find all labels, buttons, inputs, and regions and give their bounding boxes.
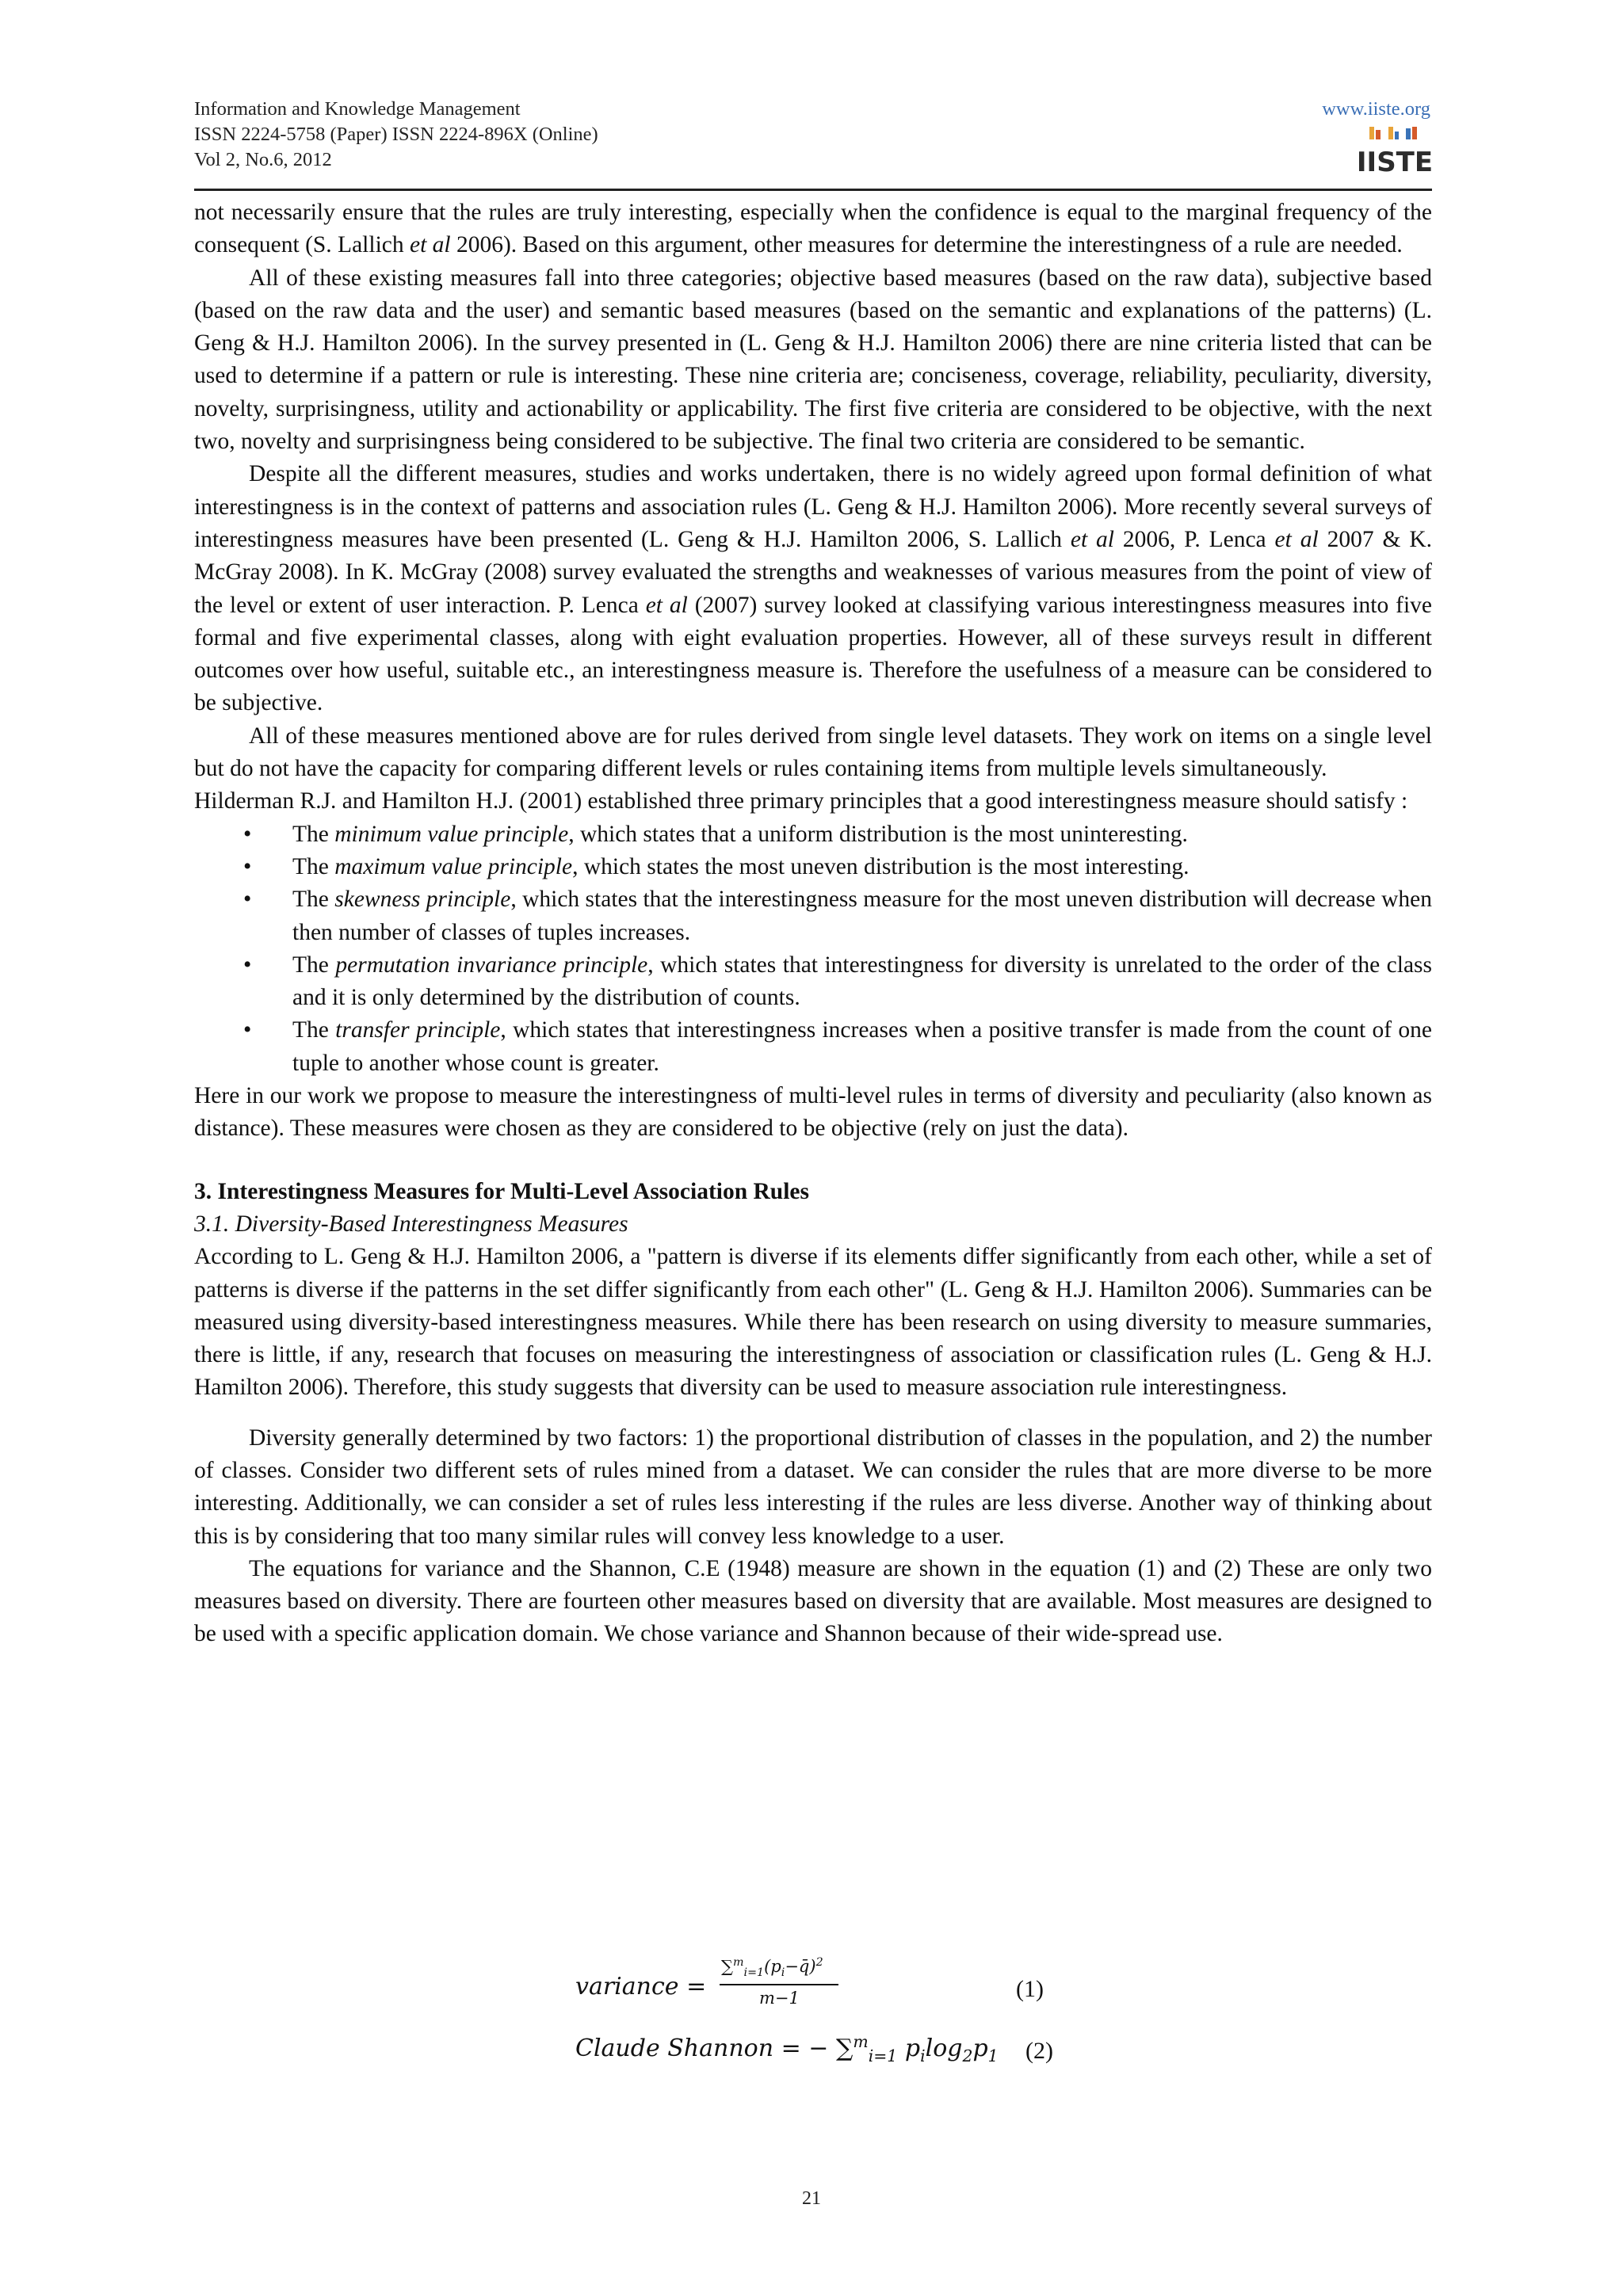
list-item: • The skewness principle, which states that the interestingness measure for the most uneven distribution will decrease when then number of classes of tuples increases. <box>243 887 1433 945</box>
list-item: • The minimum value principle, which states that a uniform distribution is the most uninteresting. <box>243 821 1188 847</box>
paragraph-6: Here in our work we propose to measure the interestingness of multi-level rules in terms of diversity and peculiarity (also known as distance). These measures were chosen as they are considered to be objective (rely on just the data). <box>194 1083 1432 1142</box>
journal-name: Information and Knowledge Management <box>194 98 521 120</box>
paragraph-9: The equations for variance and the Shannon, C.E (1948) measure are shown in the equation (1) and (2) These are only two measures based on diversity. There are fourteen other measures based on diversity that are available. Most measures are designed to be used with a specific application domain. We chose variance and Shannon because of their wide-spread use. <box>194 1555 1432 1647</box>
fraction-bar <box>720 1984 838 1985</box>
page-number: 21 <box>802 2188 821 2209</box>
logo-text: IISTE <box>1356 147 1434 178</box>
list-item: • The permutation invariance principle, which states that interestingness for diversity is unrelated to the order of the class and it is only determined by the distribution of counts. <box>243 952 1433 1011</box>
paragraph-1: not necessarily ensure that the rules are truly interesting, especially when the confidence is equal to the marginal frequency of the consequent (S. Lallich et al 2006). Based on this argument, other measures for determine the interestingness of a rule are needed. <box>194 200 1432 258</box>
iiste-logo-icon <box>1356 125 1434 178</box>
paragraph-8: Diversity generally determined by two factors: 1) the proportional distribution of classes in the population, and 2) the number of classes. Consider two different sets of rules mined from a dataset. We can consider the rules that are more diverse to be more interesting. Additionally, we can consider a set of rules less interesting if the rules are less diverse. Another way of thinking about this is by considering that too many similar rules will convey less knowledge to a user. <box>194 1425 1432 1549</box>
list-item: • The maximum value principle, which states the most uneven distribution is the most interesting. <box>243 853 1190 879</box>
journal-volume: Vol 2, No.6, 2012 <box>194 149 332 170</box>
paragraph-3: Despite all the different measures, studies and works undertaken, there is no widely agreed upon formal definition of what interestingness is in the context of patterns and association rules (L. Geng & H.J. Hamilton 2006). More recently several surveys of interestingness measures have been presented (L. Geng & H.J. Hamilton 2006, S. Lallich et al 2006, P. Lenca et al 2007 & K. McGray 2008). In K. McGray (2008) survey evaluated the strengths and weaknesses of various measures from the point of view of the level or extent of user interaction. P. Lenca et al (2007) survey looked at classifying various interestingness measures into five formal and five experimental classes, along with eight evaluation properties. However, all of these surveys result in different outcomes over how useful, suitable etc., an interestingness measure is. Therefore the usefulness of a measure can be considered to be subjective. <box>194 461 1432 716</box>
paragraph-7: According to L. Geng & H.J. Hamilton 2006, a "pattern is diverse if its elements differ significantly from each other, while a set of patterns is diverse if the patterns in the set differ significantly from each other" (L. Geng & H.J. Hamilton 2006). Summaries can be measured using diversity-based interestingness measures. While there has been research on using diversity to measure summaries, there is little, if any, research that focuses on measuring the interestingness of association or classification rules (L. Geng & H.J. Hamilton 2006). Therefore, this study suggests that diversity can be used to measure association rule interestingness. <box>194 1244 1432 1401</box>
equation-number-2: (2) <box>1025 2038 1053 2064</box>
paragraph-4: All of these measures mentioned above are for rules derived from single level datasets. They work on items on a single level but do not have the capacity for comparing different levels or rules containing items from multiple levels simultaneously. <box>194 723 1432 782</box>
equation-number-1: (1) <box>1016 1976 1044 2002</box>
principles-list <box>194 818 1432 1080</box>
paragraph-5: Hilderman R.J. and Hamilton H.J. (2001) established three primary principles that a good interestingness measure should satisfy : <box>194 788 1408 814</box>
subsection-heading-3-1: 3.1. Diversity-Based Interestingness Measures <box>194 1211 628 1237</box>
section-heading-3: 3. Interestingness Measures for Multi-Level Association Rules <box>194 1178 809 1204</box>
journal-url-link[interactable]: www.iiste.org <box>1322 98 1430 120</box>
paper-body <box>194 196 1432 1651</box>
journal-issn: ISSN 2224-5758 (Paper) ISSN 2224-896X (Online) <box>194 124 598 145</box>
paragraph-2: All of these existing measures fall into three categories; objective based measures (based on the raw data), subjective based (based on the raw data and the user) and semantic based measures (based on the semantic and explanations of the patterns) (L. Geng & H.J. Hamilton 2006). In the survey presented in (L. Geng & H.J. Hamilton 2006) there are nine criteria listed that can be used to determine if a pattern or rule is interesting. These nine criteria are; conciseness, coverage, reliability, peculiarity, diversity, novelty, surprisingness, utility and actionability or applicability. The first five criteria are considered to be objective, with the next two, novelty and surprisingness being considered to be subjective. The final two criteria are considered to be semantic. <box>194 265 1432 455</box>
journal-header <box>194 97 598 173</box>
list-item: • The transfer principle, which states that interestingness increases when a positive transfer is made from the count of one tuple to another whose count is greater. <box>243 1017 1432 1076</box>
header-rule <box>194 189 1432 191</box>
paper-page: Information and Knowledge Management ISSN 2224-5758 (Paper) ISSN 2224-896X (Online) Vol 2, No.6, 2012 www.iiste.org IISTE not necessarily ensure that the rules are truly interesting, especially when the confidence is equal to the marginal frequency of the consequent (S. Lallich et al 2006). Based on this argument, other measures for determine the interestingness of a rule are needed. All of these existing measures fall into three categories; objective based measures (based on the raw data), subjective based (based on the raw data and the user) and semantic based measures (based on the semantic and explanations of the patterns) (L. Geng & H.J. Hamilton 2006). In the survey presented in (L. Geng & H.J. Hamilton 2006) there are nine criteria listed that can be used to determine if a pattern or rule is interesting. These nine criteria are; conciseness, coverage, reliability, peculiarity, diversity, novelty, surprisingness, utility and actionability or applicability. The first five criteria are considered to be objective, with the next two, novelty and surprisingness being considered to be subjective. The final two criteria are considered to be semantic. Despite all the different measures, studies and works undertaken, there is no widely agreed upon formal definition of what interestingness is in the context of patterns and association rules (L. Geng & H.J. Hamilton 2006). More recently several surveys of interestingness measures have been presented (L. Geng & H.J. Hamilton 2006, S. Lallich et al 2006, P. Lenca et al 2007 & K. McGray 2008). In K. McGray (2008) survey evaluated the strengths and weaknesses of various measures from the point of view of the level or extent of user interaction. P. Lenca et al (2007) survey looked at classifying various interestingness measures into five formal and five experimental classes, along with eight evaluation properties. However, all of these surveys result in different outcomes over how useful, suitable etc., an interestingness measure is. Therefore the usefulness of a measure can be considered to be subjective. All of these measures mentioned above are for rules derived from single level datasets. They work on items on a single level but do not have the capacity for comparing different levels or rules containing items from multiple levels simultaneously. Hilderman R.J. and Hamilton H.J. (2001) established three primary principles that a good interestingness measure should satisfy : • The minimum value principle, which states that a uniform distribution is the most uninteresting. • The maximum value principle, which states the most uneven distribution is the most interesting. • The skewness principle, which states that the interestingness measure for the most uneven distribution will decrease when then number of classes of tuples increases. • The permutation invariance principle, which states that interestingness for diversity is unrelated to the order of the class and it is only determined by the distribution of counts. • The transfer principle, which states that interestingness increases when a positive transfer is made from the count of one tuple to another whose count is greater. Here in our work we propose to measure the interestingness of multi-level rules in terms of diversity and peculiarity (also known as distance). These measures were chosen as they are considered to be objective (rely on just the data). 3. Interestingness Measures for Multi-Level Association Rules 3.1. Diversity-Based Interestingness Measures According to L. Geng & H.J. Hamilton 2006, a "pattern is diverse if its elements differ significantly from each other, while a set of patterns is diverse if the patterns in the set differ significantly from each other" (L. Geng & H.J. Hamilton 2006). Summaries can be measured using diversity-based interestingness measures. While there has been research on using diversity to measure summaries, there is little, if any, research that focuses on measuring the interestingness of association or classification rules (L. Geng & H.J. Hamilton 2006). Therefore, this study suggests that diversity can be used to measure association rule interestingness. Diversity generally determined by two factors: 1) the proportional distribution of classes in the population, and 2) the number of classes. Consider two different sets of rules mined from a dataset. We can consider the rules that are more diverse to be more interesting. Additionally, we can consider a set of rules less interesting if the rules are less diverse. Another way of thinking about this is by considering that too many similar rules will convey less knowledge to a user. The equations for variance and the Shannon, C.E (1948) measure are shown in the equation (1) and (2) These are only two measures based on diversity. There are fourteen other measures based on diversity that are available. Most measures are designed to be used with a specific application domain. We chose variance and Shannon because of their wide-spread use. variance = $\sum^m_{i=1}(p_i-q̄)^2$ m−1 (1) Claude Shannon = − ∑$^m_{i=1}$ $p_i\log_2p_1$ (2) 21 <box>0 0 1623 2296</box>
